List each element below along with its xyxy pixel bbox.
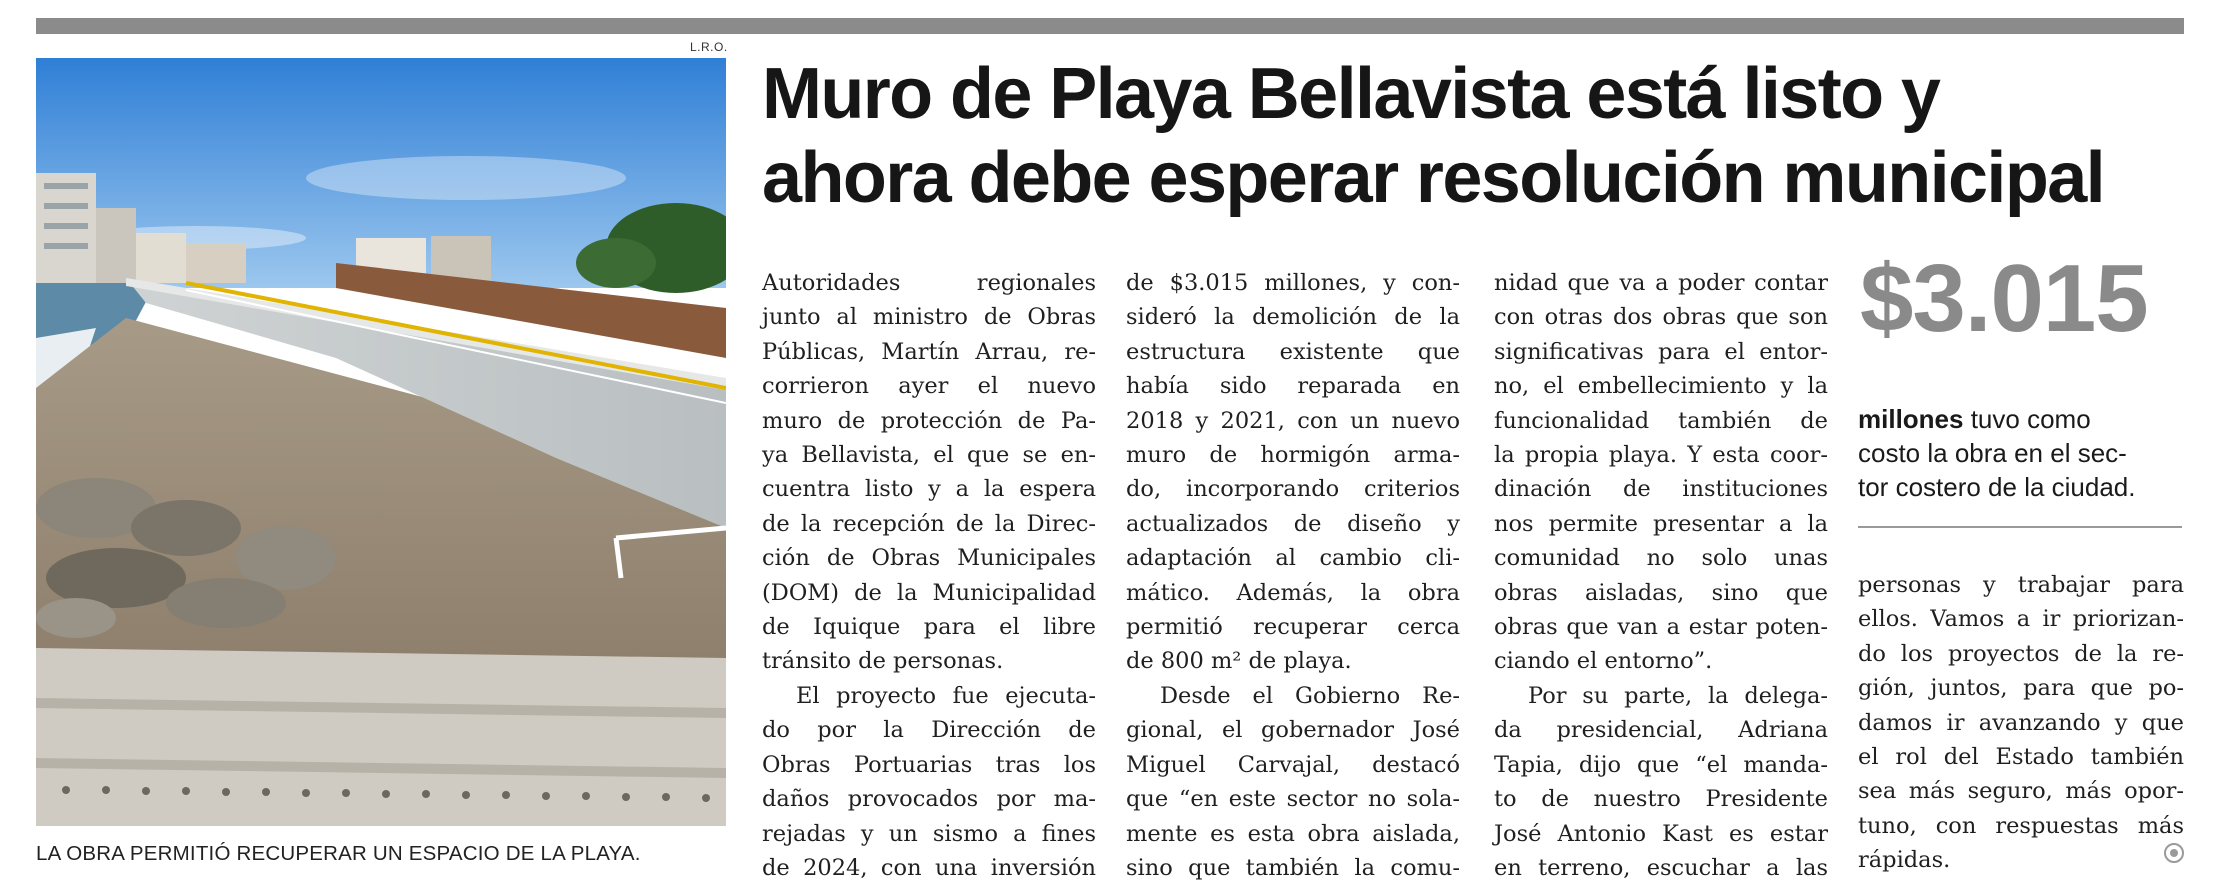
text-line: cuentra listo y a la espera [762,476,1096,503]
photo-credit: L.R.O. [690,40,728,54]
text-line: mente es esta obra aislada, [1126,820,1460,847]
text-line: sideró la demolición de la [1126,304,1460,331]
article-photo [36,58,726,826]
text-line: el rol del Estado también [1858,744,2184,771]
article-column-2 [1126,266,1460,885]
text-line: damos ir avanzando y que [1858,709,2184,736]
text-line: nos permite presentar a la [1494,510,1828,537]
text-line: José Antonio Kast es estar [1494,820,1828,847]
end-of-article-icon [2164,843,2184,863]
text-line: adaptación al cambio cli- [1126,545,1460,572]
text-line: ción de Obras Municipales [762,545,1096,572]
text-line: de la recepción de la Direc- [762,510,1096,537]
text-line: dinación de instituciones [1494,476,1828,503]
text-line: mático. Además, la obra [1126,579,1460,606]
highlight-line [1858,402,2188,436]
text-line: obras aisladas, sino que [1494,579,1828,606]
article-column-4 [1858,568,2184,878]
text-line: do, incorporando criterios [1126,476,1460,503]
text-line: funcionalidad también de [1494,407,1828,434]
text-line: con otras dos obras que son [1494,304,1828,331]
text-line: Tapia, dijo que “el manda- [1494,751,1828,778]
text-line: da presidencial, Adriana [1494,717,1828,744]
text-line: muro de hormigón arma- [1126,442,1460,469]
text-line: corrieron ayer el nuevo [762,373,1096,400]
text-line: sino que también la comu- [1126,854,1460,881]
text-line: gional, el gobernador José [1126,717,1460,744]
sidebar-divider [1858,526,2182,528]
text-line: que “en este sector no sola- [1126,786,1460,813]
text-line: tuno, con respuestas más [1858,812,2184,839]
text-line: ellos. Vamos a ir priorizan- [1858,606,2184,633]
text-line: había sido reparada en [1126,373,1460,400]
article-column-1 [762,266,1096,885]
text-line: de Iquique para el libre [762,614,1096,641]
text-line: do los proyectos de la re- [1858,640,2184,667]
text-line: Obras Portuarias tras los [762,751,1096,778]
text-line: Autoridades regionales [762,270,1096,296]
text-line: 2018 y 2021, con un nuevo [1126,407,1460,434]
article-column-3 [1494,266,1828,885]
text-line: actualizados de diseño y [1126,510,1460,537]
text-line: ya Bellavista, el que se en- [762,442,1096,469]
highlight-line: tor costero de la ciudad. [1858,472,2136,502]
text-line: Desde el Gobierno Re- [1160,682,1460,709]
top-rule [36,18,2184,34]
text-line: sea más seguro, más opor- [1858,778,2184,805]
text-line: la propia playa. Y esta coor- [1494,442,1828,469]
text-line: de 800 m² de playa. [1126,648,1352,675]
text-line: rejadas y un sismo a fines [762,820,1096,847]
text-line: Públicas, Martín Arrau, re- [762,338,1096,365]
text-line: nidad que va a poder contar [1494,270,1828,296]
text-line: personas y trabajar para [1858,572,2184,598]
highlight-number: $3.015 [1860,245,2148,352]
headline-line: ahora debe esperar resolución municipal [762,138,2105,218]
text-line: muro de protección de Pa- [762,407,1096,434]
text-line: gión, juntos, para que po- [1858,675,2184,702]
text-line: rápidas. [1858,847,1951,874]
text-line: en terreno, escuchar a las [1494,854,1828,881]
text-line: do por la Dirección de [762,717,1096,744]
highlight-unit: millones [1858,404,1964,434]
headline [762,52,2192,220]
highlight-line-rest: tuvo como [1963,404,2091,434]
text-line: de 2024, con una inversión [762,854,1096,881]
highlight-line: costo la obra en el sec- [1858,438,2127,468]
text-line: (DOM) de la Municipalidad [762,579,1096,606]
text-line: permitió recuperar cerca [1126,614,1460,641]
text-line: Miguel Carvajal, destacó [1126,751,1460,778]
text-line: to de nuestro Presidente [1494,786,1828,813]
text-line: daños provocados por ma- [762,786,1096,813]
text-line: tránsito de personas. [762,648,1004,675]
highlight-text [1858,402,2188,504]
text-line: El proyecto fue ejecuta- [796,682,1096,709]
text-line: estructura existente que [1126,338,1460,365]
text-line: Por su parte, la delega- [1528,682,1828,709]
text-line: junto al ministro de Obras [762,304,1096,331]
text-line: de $3.015 millones, y con- [1126,270,1460,296]
text-line: ciando el entorno”. [1494,648,1713,675]
text-line: no, el embellecimiento y la [1494,373,1828,400]
photo-caption: LA OBRA PERMITIÓ RECUPERAR UN ESPACIO DE LA PLAYA. [36,842,641,865]
text-line: comunidad no solo unas [1494,545,1828,572]
headline-line: Muro de Playa Bellavista está listo y [762,54,1940,134]
text-line: obras que van a estar poten- [1494,614,1828,641]
text-line: significativas para el entor- [1494,338,1828,365]
